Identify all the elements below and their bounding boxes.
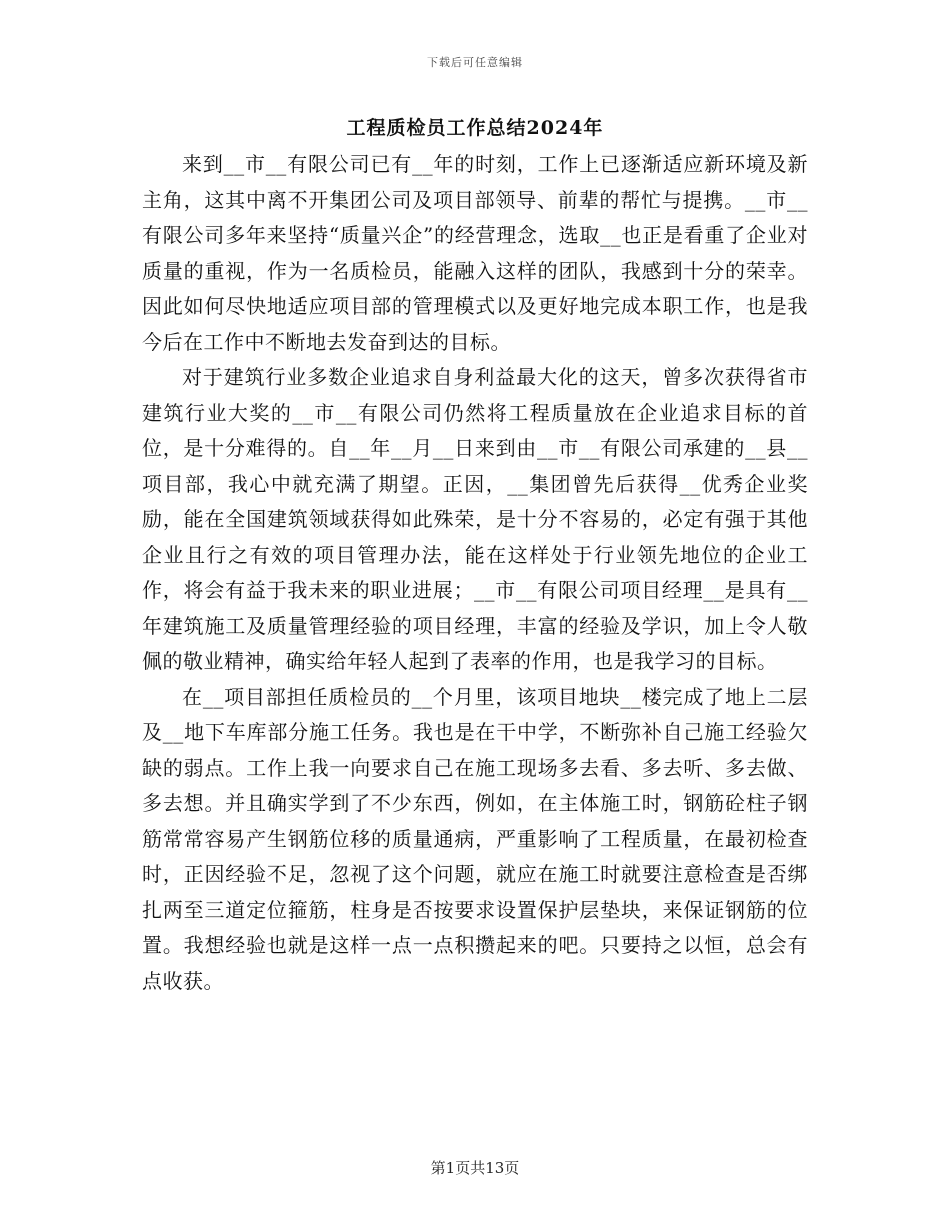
- document-body: [142, 147, 808, 999]
- paragraph: 来到__市__有限公司已有__年的时刻，工作上已逐渐适应新环境及新主角，这其中离不开集团公司及项目部领导、前辈的帮忙与提携。__市__有限公司多年来坚持“质量兴企”的经营理念，选取__也正是看重了企业对质量的重视，作为一名质检员，能融入这样的团队，我感到十分的荣幸。因此如何尽快地适应项目部的管理模式以及更好地完成本职工作，也是我今后在工作中不断地去发奋到达的目标。: [142, 152, 808, 354]
- document-title: 工程质检员工作总结2024年: [346, 117, 604, 139]
- paragraph: 对于建筑行业多数企业追求自身利益最大化的这天，曾多次获得省市建筑行业大奖的__市__有限公司仍然将工程质量放在企业追求目标的首位，是十分难得的。自__年__月__日来到由__市__有限公司承建的__县__项目部，我心中就充满了期望。正因，__集团曾先后获得__优秀企业奖励，能在全国建筑领域获得如此殊荣，是十分不容易的，必定有强于其他企业且行之有效的项目管理办法，能在这样处于行业领先地位的企业工作，将会有益于我未来的职业进展；__市__有限公司项目经理__是具有__年建筑施工及质量管理经验的项目经理，丰富的经验及学识，加上令人敬佩的敬业精神，确实给年轻人起到了表率的作用，也是我学习的目标。: [142, 365, 808, 673]
- paragraph: 在__项目部担任质检员的__个月里，该项目地块__楼完成了地上二层及__地下车库部分施工任务。我也是在干中学，不断弥补自己施工经验欠缺的弱点。工作上我一向要求自己在施工现场多去看、多去听、多去做、多去想。并且确实学到了不少东西，例如，在主体施工时，钢筋砼柱子钢筋常常容易产生钢筋位移的质量通病，严重影响了工程质量，在最初检查时，正因经验不足，忽视了这个问题，就应在施工时就要注意检查是否绑扎两至三道定位箍筋，柱身是否按要求设置保护层垫块，来保证钢筋的位置。我想经验也就是这样一点一点积攒起来的吧。只要持之以恒，总会有点收获。: [142, 684, 808, 993]
- page-number: 第1页共13页: [430, 1159, 520, 1177]
- header-note: 下载后可任意编辑: [427, 56, 523, 69]
